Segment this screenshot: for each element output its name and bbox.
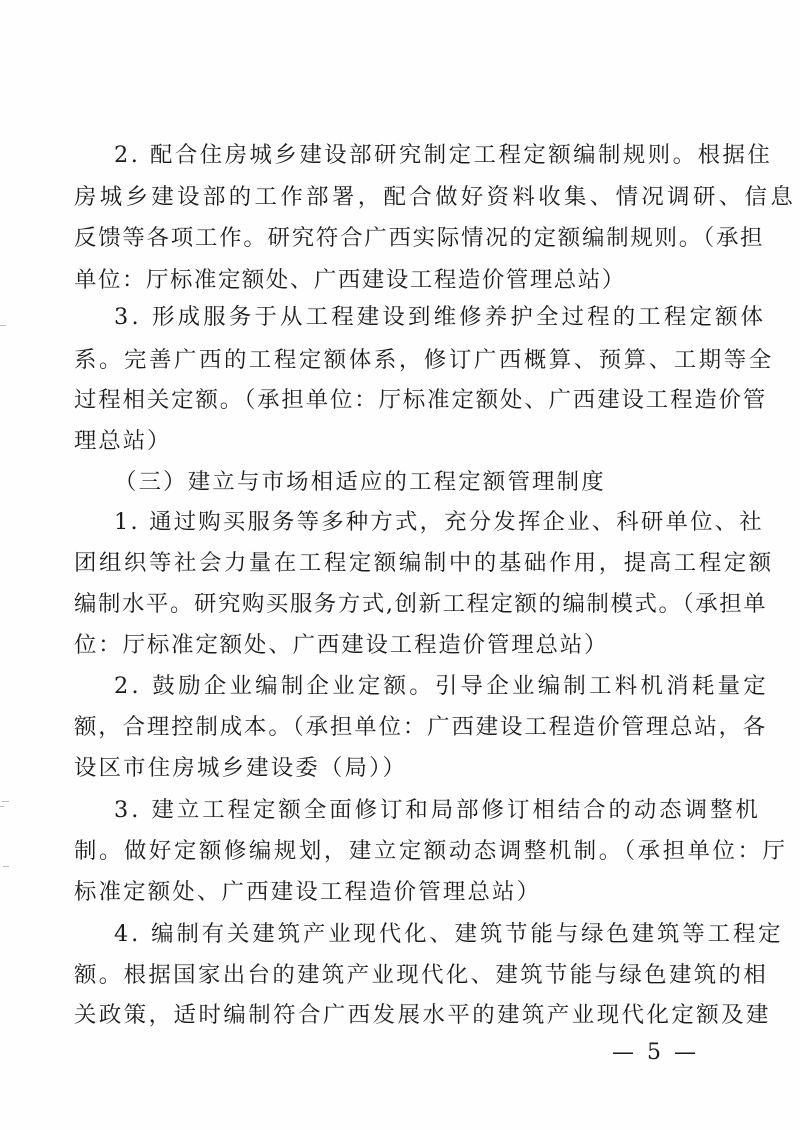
- paragraph-line: 房城乡建设部的工作部署，配合做好资料收集、情况调研、信息: [74, 184, 797, 210]
- paragraph-line: 理总站）: [74, 428, 172, 454]
- paragraph-line: 编制水平。研究购买服务方式,创新工程定额的编制模式。（承担单: [74, 591, 768, 617]
- scan-mark: [0, 325, 6, 326]
- paragraph-line: 2. 鼓励企业编制企业定额。引导企业编制工料机消耗量定: [114, 673, 769, 699]
- scan-mark: [3, 866, 9, 867]
- paragraph-line: 3. 形成服务于从工程建设到维修养护全过程的工程定额体: [114, 304, 767, 330]
- paragraph-line: 团组织等社会力量在工程定额编制中的基础作用，提高工程定额: [74, 550, 774, 576]
- paragraph-line: 制。做好定额修编规划，建立定额动态调整机制。（承担单位：厅: [74, 838, 788, 864]
- paragraph-line: 过程相关定额。（承担单位：厅标准定额处、广西建设工程造价管: [74, 387, 768, 413]
- scan-mark: [0, 806, 4, 807]
- paragraph-line: 设区市住房城乡建设委（局））: [74, 755, 408, 781]
- section-heading: （三）建立与市场相适应的工程定额管理制度: [114, 469, 606, 495]
- paragraph-line: 2. 配合住房城乡建设部研究制定工程定额编制规则。根据住: [114, 142, 773, 168]
- paragraph-line: 额。根据国家出台的建筑产业现代化、建筑节能与绿色建筑的相: [74, 962, 769, 988]
- paragraph-line: 系。完善广西的工程定额体系，修订广西概算、预算、工期等全: [74, 347, 774, 373]
- paragraph-line: 额，合理控制成本。（承担单位：广西建设工程造价管理总站，各: [74, 714, 768, 740]
- paragraph-line: 位：厅标准定额处、广西建设工程造价管理总站）: [74, 632, 609, 658]
- paragraph-line: 关政策，适时编制符合广西发展水平的建筑产业现代化定额及建: [74, 1002, 771, 1028]
- paragraph-line: 标准定额处、广西建设工程造价管理总站）: [74, 879, 542, 905]
- scan-mark: [2, 801, 9, 802]
- paragraph-line: 4. 编制有关建筑产业现代化、建筑节能与绿色建筑等工程定: [114, 921, 784, 947]
- page-number: — 5 —: [612, 1040, 699, 1065]
- paragraph-line: 1. 通过购买服务等多种方式，充分发挥企业、科研单位、社: [114, 509, 764, 535]
- paragraph-line: 单位：厅标准定额处、广西建设工程造价管理总站）: [74, 267, 626, 293]
- paragraph-line: 3. 建立工程定额全面修订和局部修订相结合的动态调整机: [114, 797, 761, 823]
- paragraph-line: 反馈等各项工作。研究符合广西实际情况的定额编制规则。（承担: [74, 225, 765, 251]
